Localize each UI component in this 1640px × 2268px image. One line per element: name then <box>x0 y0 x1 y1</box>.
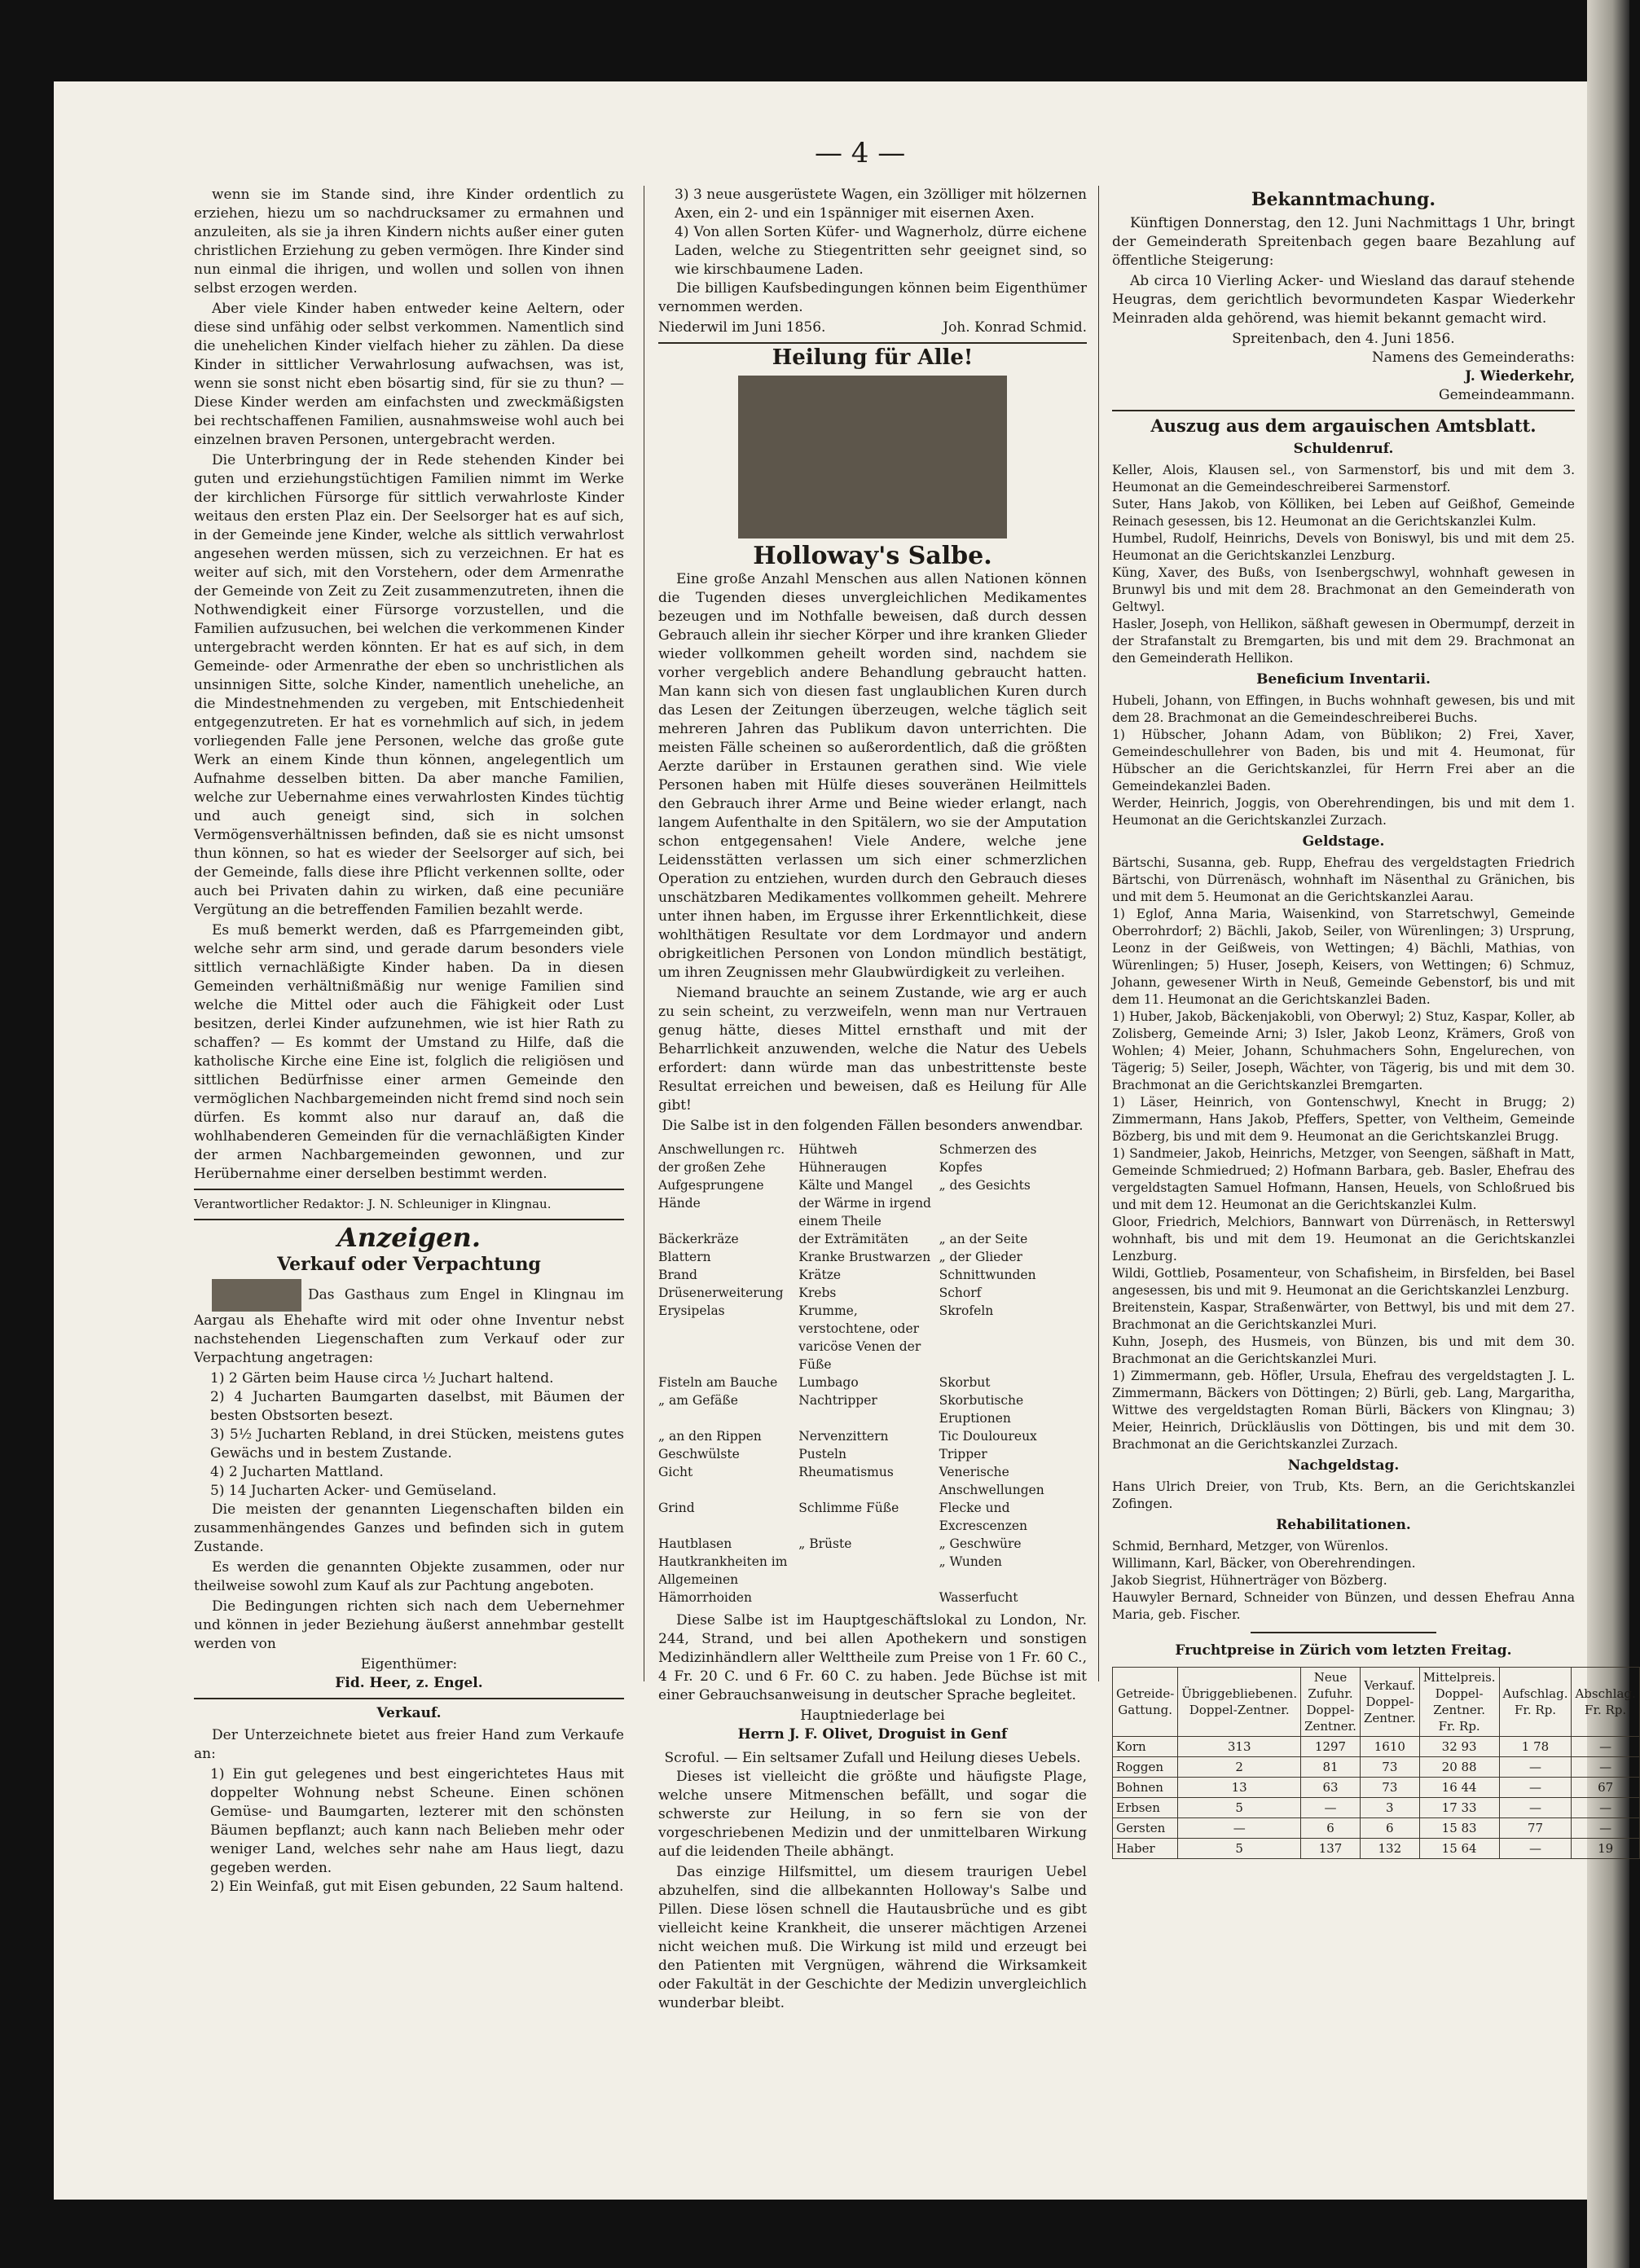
notice-entry: Wildi, Gottlieb, Posamenteur, von Schafisheim, in Birsfelden, bei Basel angesessen, bis und mit 9. Heumonat an die Gerichtskanzlei Lenzburg. <box>1112 1266 1575 1298</box>
use-entry: „ Brüste <box>798 1536 852 1551</box>
notice-entry: Hasler, Joseph, von Hellikon, säßhaft gewesen in Obermumpf, derzeit in der Strafanstalt zu Bremgarten, bis und mit dem 29. Brachmonat an den Gemeinderath Hellikon. <box>1112 617 1575 666</box>
use-entry: Anschwellungen rc. <box>658 1142 785 1157</box>
column-2 <box>658 186 1087 2015</box>
table-cell: 77 <box>1499 1818 1572 1839</box>
use-entry: Schnittwunden <box>939 1268 1036 1282</box>
use-entry: Kopfes <box>939 1160 983 1175</box>
engraving-illustration <box>738 376 1007 538</box>
use-entry: Aufgesprungene Hände <box>658 1178 764 1211</box>
ad-paragraph: Niemand brauchte an seinem Zustande, wie arg er auch zu sein scheint, zu verzweifeln, wenn man nur Vertrauen genug hätte, dieses Mittel ernsthaft und mit der Beharrlichkeit anzuwenden, welche die Natur des Uebels erfordert: dann würde man das unbestrittenste beste Resultat erreichen und beweisen, daß es Heilung für Alle gibt! <box>658 985 1087 1114</box>
bek-sign3: Gemeindeammann. <box>1439 387 1575 403</box>
use-entry: Geschwülste <box>658 1447 740 1461</box>
use-entry: Skorbutische Eruptionen <box>939 1393 1024 1426</box>
use-entry: „ des Gesichts <box>939 1178 1031 1193</box>
use-entry: Rheumatismus <box>798 1465 894 1479</box>
ad-items <box>194 1369 624 1501</box>
use-entry: Krumme, verstochtene, oder varicöse Venen der Füße <box>798 1303 921 1372</box>
notice-entry: 1) Zimmermann, geb. Höfler, Ursula, Ehefrau des vergeldstagten J. L. Zimmermann, Bäckers von Döttingen; 2) Bürli, geb. Lang, Margaritha, Wittwe des vergeldstagten Roman Bürli, Bäckers von Klingnau; 3) Meier, Heinrich, Drückläuslis von Döttingen, bis und mit dem 30. Brachmonat an die Gerichtskanzlei Zurzach. <box>1112 1369 1575 1452</box>
table-cell: 67 <box>1572 1778 1639 1798</box>
use-entry: Hämorrhoiden <box>658 1590 752 1605</box>
table-cell: 17 33 <box>1419 1798 1499 1818</box>
use-entry: Fisteln am Bauche <box>658 1375 778 1390</box>
section-anzeigen: Anzeigen. <box>337 1222 481 1253</box>
ad-item: 1) 2 Gärten beim Hause circa ½ Juchart haltend. <box>210 1370 554 1387</box>
ad-item: 5) 14 Jucharten Acker- und Gemüseland. <box>210 1483 497 1499</box>
table-cell: — <box>1499 1839 1572 1859</box>
house-illustration <box>212 1279 301 1312</box>
scrofula-body <box>658 1768 1087 2013</box>
table-header-cell: Abschlag. Fr. Rp. <box>1572 1668 1639 1737</box>
ad2-intro: Der Unterzeichnete bietet aus freier Hand zum Verkaufe an: <box>194 1727 624 1762</box>
use-entry: Flecke und Excrescenzen <box>939 1501 1028 1533</box>
use-entry: Hautkrankheiten im Allgemeinen <box>658 1554 788 1587</box>
table-cell: Erbsen <box>1113 1798 1178 1818</box>
table-cell: 15 83 <box>1419 1818 1499 1839</box>
nachgeldstag-list <box>1112 1479 1575 1513</box>
use-entry: Lumbago <box>798 1375 859 1390</box>
notice-entry: Bärtschi, Susanna, geb. Rupp, Ehefrau des vergeldstagten Friedrich Bärtschi, von Dürrenäsch, wohnhaft im Näsenthal zu Gränichen, bis und mit dem 5. Heumonat an die Gerichtskanzlei Aarau. <box>1112 855 1575 904</box>
table-cell: 6 <box>1360 1818 1419 1839</box>
table-cell: 313 <box>1178 1737 1301 1757</box>
use-entry <box>798 1553 934 1589</box>
table-cell: 2 <box>1178 1757 1301 1778</box>
notice-entry: 1) Läser, Heinrich, von Gontenschwyl, Knecht in Brugg; 2) Zimmermann, Hans Jakob, Pfeffers, Spetter, von Veltheim, Gemeinde Bözberg, bis und mit dem 9. Heumonat an die Gerichtskanzlei Brugg. <box>1112 1095 1575 1144</box>
table-cell: Gersten <box>1113 1818 1178 1839</box>
table-cell: Bohnen <box>1113 1778 1178 1798</box>
notice-entry: Gloor, Friedrich, Melchiors, Bannwart von Dürrenäsch, in Retterswyl wohnhaft, bis und mit dem 19. Heumonat an die Gerichtskanzlei Lenzburg. <box>1112 1215 1575 1264</box>
table-cell: — <box>1301 1798 1361 1818</box>
table-cell: — <box>1499 1798 1572 1818</box>
salbe-headline: Holloway's Salbe. <box>753 542 992 570</box>
use-entry: Schlimme Füße <box>798 1501 899 1515</box>
ad-paragraph: Es werden die genannten Objekte zusammen, oder nur theilweise sowohl zum Kauf als zur Pachtung angeboten. <box>194 1559 624 1594</box>
use-entry: Hühtweh <box>798 1142 858 1157</box>
table-cell: 73 <box>1360 1778 1419 1798</box>
fruchtpreise-title: Fruchtpreise in Zürich vom letzten Freitag. <box>1175 1642 1512 1659</box>
ad-paragraph: Die meisten der genannten Liegenschaften bilden ein zusammenhängendes Ganzes und befinden sich in gutem Zustande. <box>194 1501 624 1555</box>
uses-heading: Die Salbe ist in den folgenden Fällen besonders anwendbar. <box>662 1118 1084 1134</box>
ad2-items <box>194 1765 624 1897</box>
ad-item: 3) 5½ Jucharten Rebland, in drei Stücken, meistens gutes Gewächs und in bestem Zustande. <box>210 1426 624 1461</box>
use-entry: Pusteln <box>798 1447 846 1461</box>
table-cell: 32 93 <box>1419 1737 1499 1757</box>
uses-list <box>658 1141 1087 1606</box>
table-header-cell: Aufschlag. Fr. Rp. <box>1499 1668 1572 1737</box>
ad-paragraph: Eine große Anzahl Menschen aus allen Nationen können die Tugenden dieses unvergleichlichen Medikamentes bezeugen und im Nothfalle beweisen, daß durch dessen Gebrauch allein ihr siecher Körper und ihre kranken Glieder wieder vollkommen geheilt worden sind, nachdem sie vorher vergeblich andere Behandlung gebraucht hatten. Man kann sich von diesen fast unglaublichen Kuren durch das Lesen der Zeitungen überzeugen, welche täglich seit mehreren Jahren das Publikum davon unterrichten. Die meisten Fälle scheinen so außerordentlich, daß die größten Aerzte darüber in Erstaunen gerathen sind. Wie viele Personen haben mit Hülfe dieses souveränen Heilmittels den Gebrauch ihrer Arme und Beine wieder erlangt, nach langem Aufenthalte in den Spitälern, wo sie der Amputation schon entgegensahen! Viele Andere, welche jene Leidensstätten verlassen um sich einer schmerzlichen Operation zu entziehen, wurden durch den Gebrauch dieses unschätzbaren Medikamentes vollkommen geheilt. Mehrere unter ihnen haben, im Ergusse ihrer Erkenntlichkeit, diese wohlthätigen Resultate vor dem Lordmayor und andern obrigkeitlichen Personen von London mündlich bestätigt, um ihren Zeugnissen mehr Glaubwürdigkeit zu verleihen. <box>658 571 1087 981</box>
ad-paragraphs <box>194 1501 624 1654</box>
article-paragraph: Aber viele Kinder haben entweder keine Aeltern, oder diese sind unfähig oder selbst verkommen. Namentlich sind die unehelichen Kinder vielfach hieher zu zählen. Da diese Kinder in sittlicher Verwahrlosung aufwachsen, was ist, wenn sie sonst nicht eben bösartig sind, für sie zu thun? — Diese Kinder werden am einfachsten und zweckmäßigsten bei rechtschaffenen Familien, ausnahmsweise wohl auch bei einzelnen braven Personen, untergebracht werden. <box>194 301 624 448</box>
table-cell: 1297 <box>1301 1737 1361 1757</box>
use-entry: der großen Zehe <box>658 1160 766 1175</box>
use-entry: „ der Glieder <box>939 1250 1022 1264</box>
table-cell: — <box>1572 1737 1639 1757</box>
article-paragraph: Die Unterbringung der in Rede stehenden Kinder bei guten und erziehungstüchtigen Familien nimmt im Werke der kirchlichen Fürsorge für sittlich verwahrloste Kinder weitaus den ersten Plaz ein. Der Seelsorger hat es auf sich, in der Gemeinde jene Kinder, welche als sittlich verwahrlost angesehen werden müssen, sich zu verzeichnen. Er hat es weiter auf sich, mit den Vorstehern, oder dem Armenrathe der Gemeinde von Zeit zu Zeit zusammenzutreten, ihnen die Nothwendigkeit einer Fürsorge vorzustellen, und die Familien aufzusuchen, bei welchen die verkommenen Kinder untergebracht werden könnten. Er hat es auf sich, in dem Gemeinde- oder Armenrathe der eben so unchristlichen als unsinnigen Sitte, solche Kinder, namentlich uneheliche, an die Mindestnehmenden zu vergeben, mit Entschiedenheit entgegenzutreten. Er hat es vornehmlich auf sich, in jedem vorliegenden Falle jene Personen, welche das große gute Werk an einem Kinde thun können, angelegentlich um Aufnahme desselben bitten. Da aber manche Familien, welche zur Uebernahme eines verwahrlosten Kindes tüchtig und auch geneigt sind, sich in solchen Vermögensverhältnissen befinden, daß sie es nicht umsonst thun können, so hat es wieder der Seelsorger auf sich, bei der Gemeinde, falls diese ihre Pflicht verkennen sollte, oder auch bei Privaten dahin zu wirken, daß eine pecuniäre Vergütung an die betreffenden Familien bezahlt werde. <box>194 452 624 918</box>
table-cell: — <box>1572 1798 1639 1818</box>
table-row <box>1113 1778 1640 1798</box>
table-cell: 73 <box>1360 1757 1419 1778</box>
rehabilitationen-list <box>1112 1538 1575 1624</box>
use-entry: Blattern <box>658 1250 711 1264</box>
table-cell: — <box>1572 1818 1639 1839</box>
geldstage-list <box>1112 855 1575 1453</box>
use-entry: Kranke Brustwarzen <box>798 1250 931 1264</box>
depot: Herrn J. F. Olivet, Droguist in Genf <box>737 1726 1008 1743</box>
ad-item: 2) 4 Jucharten Baumgarten daselbst, mit Bäumen der besten Obstsorten besezt. <box>210 1389 624 1424</box>
use-entry: Drüsenerweiterung <box>658 1286 784 1300</box>
bek-sign2: J. Wiederkehr, <box>1465 368 1575 385</box>
table-cell: 6 <box>1301 1818 1361 1839</box>
bek-date: Spreitenbach, den 4. Juni 1856. <box>1232 331 1455 347</box>
table-cell: 19 <box>1572 1839 1639 1859</box>
terms-text: Die billigen Kaufsbedingungen können beim Eigenthümer vernommen werden. <box>658 280 1087 315</box>
table-cell: 15 64 <box>1419 1839 1499 1859</box>
table-cell: 81 <box>1301 1757 1361 1778</box>
sec-nachgeldstag: Nachgeldstag. <box>1287 1457 1400 1474</box>
use-entry: Brand <box>658 1268 697 1282</box>
use-entry: „ an der Seite <box>939 1232 1028 1246</box>
use-entry: Grind <box>658 1501 695 1515</box>
ad-title: Verkauf oder Verpachtung <box>277 1254 541 1275</box>
beneficium-list <box>1112 692 1575 829</box>
use-entry: Skrofeln <box>939 1303 994 1318</box>
use-entry: der Exträmitäten <box>798 1232 909 1246</box>
ad-item: 2) Ein Weinfaß, gut mit Eisen gebunden, 22 Saum haltend. <box>210 1879 624 1895</box>
bek-paragraph: Künftigen Donnerstag, den 12. Juni Nachmittags 1 Uhr, bringt der Gemeinderath Spreitenbach gegen baare Bezahlung auf öffentliche Steigerung: <box>1112 215 1575 269</box>
use-entry: Hühneraugen <box>798 1160 887 1175</box>
bekanntmachung-body <box>1112 214 1575 328</box>
ad2-title: Verkauf. <box>376 1705 442 1721</box>
use-entry: Gicht <box>658 1465 693 1479</box>
use-entry: Krätze <box>798 1268 842 1282</box>
use-entry: Schorf <box>939 1286 982 1300</box>
column-1 <box>194 186 624 1897</box>
sec-schuldenruf: Schuldenruf. <box>1293 441 1394 457</box>
notice-entry: Jakob Siegrist, Hühnerträger von Bözberg. <box>1112 1573 1387 1588</box>
owner-label: Eigenthümer: <box>360 1656 458 1672</box>
notice-entry: Kuhn, Joseph, des Husmeis, von Bünzen, bis und mit dem 30. Brachmonat an die Gerichtskanzlei Muri. <box>1112 1334 1575 1366</box>
fruchtpreise-table <box>1112 1667 1640 1859</box>
ad-item: 4) 2 Jucharten Mattland. <box>210 1464 384 1480</box>
heilung-headline: Heilung für Alle! <box>772 345 974 370</box>
use-entry: Kälte und Mangel der Wärme in irgend einem Theile <box>798 1178 931 1228</box>
page-edge <box>1587 0 1629 2268</box>
notice-entry: Küng, Xaver, des Bußs, von Isenbergschwyl, wohnhaft gewesen in Brunwyl bis und mit dem 28. Brachmonat an den Gemeinderath von Geltwyl. <box>1112 565 1575 614</box>
use-entry: „ Wunden <box>939 1554 1002 1569</box>
use-entry: Nervenzittern <box>798 1429 889 1444</box>
table-cell: — <box>1178 1818 1301 1839</box>
table-row <box>1113 1818 1640 1839</box>
table-cell: — <box>1572 1757 1639 1778</box>
sec-beneficium: Beneficium Inventarii. <box>1256 671 1431 688</box>
table-cell: 1 78 <box>1499 1737 1572 1757</box>
table-cell: 20 88 <box>1419 1757 1499 1778</box>
place-date: Niederwil im Juni 1856. <box>658 319 826 336</box>
scrofula-heading: Scroful. — Ein seltsamer Zufall und Heilung dieses Uebels. <box>664 1750 1081 1766</box>
signer: Joh. Konrad Schmid. <box>943 319 1087 336</box>
bek-sign1: Namens des Gemeinderaths: <box>1372 349 1575 366</box>
use-entry: Krebs <box>798 1286 837 1300</box>
notice-entry: Breitenstein, Kaspar, Straßenwärter, von Bettwyl, bis und mit dem 27. Brachmonat an die Gerichtskanzlei Muri. <box>1112 1300 1575 1332</box>
ad-item: 3) 3 neue ausgerüstete Wagen, ein 3zölliger mit hölzernen Axen, ein 2- und ein 1spänniger mit eisernen Axen. <box>675 187 1087 222</box>
use-entry: „ am Gefäße <box>658 1393 738 1408</box>
table-row <box>1113 1737 1640 1757</box>
table-cell: Roggen <box>1113 1757 1178 1778</box>
column-3 <box>1112 186 1636 1859</box>
use-entry: Nachtripper <box>798 1393 877 1408</box>
use-entry: Tripper <box>939 1447 987 1461</box>
article-paragraph: wenn sie im Stande sind, ihre Kinder ordentlich zu erziehen, hiezu um so nachdrucksamer zu ermahnen und anzuleiten, als sie ja ihren Kindern nichts außer einer guten christlichen Erziehung zu geben vermögen. Ihre Kinder sind nun einmal die ihrigen, und wollen und sollen von ihnen selbst erzogen werden. <box>194 187 624 297</box>
scrofula-paragraph: Dieses ist vielleicht die größte und häufigste Plage, welche unsere Mitmenschen befällt, und sogar die schwerste zur Heilung, in so fern sie von der vorgeschriebenen Medizin und der unmittelbaren Wirkung auf die leidenden Theile abhängt. <box>658 1769 1087 1860</box>
notice-entry: 1) Sandmeier, Jakob, Heinrichs, Metzger, von Seengen, säßhaft in Matt, Gemeinde Schmiedrued; 2) Hofmann Barbara, geb. Basler, Ehefrau des vergeldstagten Samuel Hofmann, Hansen, Heuels, von Schloßrued bis und mit dem 12. Heumonat an die Gerichtskanzlei Kulm. <box>1112 1146 1575 1212</box>
depot-label: Hauptniederlage bei <box>800 1708 945 1724</box>
ad-paragraph: Die Bedingungen richten sich nach dem Uebernehmer und können in jeder Beziehung äußerst annehmbar gestellt werden von <box>194 1598 624 1652</box>
table-cell: — <box>1499 1757 1572 1778</box>
use-entry: „ Geschwüre <box>939 1536 1022 1551</box>
notice-entry: Keller, Alois, Klausen sel., von Sarmenstorf, bis und mit dem 3. Heumonat an die Gemeindeschreiberei Sarmenstorf. <box>1112 463 1575 494</box>
notice-entry: Hans Ulrich Dreier, von Trub, Kts. Bern, an die Gerichtskanzlei Zofingen. <box>1112 1479 1575 1511</box>
use-entry: „ an den Rippen <box>658 1429 762 1444</box>
notice-entry: 1) Huber, Jakob, Bäckenjakobli, von Oberwyl; 2) Stuz, Kaspar, Koller, ab Zolisberg, Gemeinde Arni; 3) Isler, Jakob Leonz, Krämers, Groß von Wohlen; 4) Meier, Johann, Schuhmachers Sohn, Engelurechen, von Tägerig; 5) Seiler, Joseph, Wächter, von Tägerig, bis und mit dem 30. Brachmonat an die Gerichtskanzlei Bremgarten. <box>1112 1009 1575 1092</box>
ad-intro: Das Gasthaus zum Engel in Klingnau im Aargau als Ehehafte wird mit oder ohne Inventur nebst nachstehenden Liegenschaften zum Verkauf oder zur Verpachtung angetragen: <box>194 1286 624 1366</box>
sale-para: Diese Salbe ist im Hauptgeschäftslokal zu London, Nr. 244, Strand, und bei allen Apothekern und sonstigen Medizinhändlern aller Welttheile zum Preise von 1 Fr. 60 C., 4 Fr. 20 C. und 6 Fr. 60 C. zu haben. Jede Büchse ist mit einer Gebrauchsanweisung in deutscher Sprache begleitet. <box>658 1612 1087 1703</box>
use-entry: Hautblasen <box>658 1536 732 1551</box>
table-header-cell: Mittelpreis. Doppel-Zentner. Fr. Rp. <box>1419 1668 1499 1737</box>
use-entry: Tic Douloureux <box>939 1429 1037 1444</box>
notice-entry: Willimann, Karl, Bäcker, von Oberehrendingen. <box>1112 1556 1416 1571</box>
table-cell: 5 <box>1178 1798 1301 1818</box>
use-entry: Venerische Anschwellungen <box>939 1465 1044 1497</box>
sec-geldstage: Geldstage. <box>1302 833 1385 850</box>
table-cell: 3 <box>1360 1798 1419 1818</box>
table-header-cell: Getreide-Gattung. <box>1113 1668 1178 1737</box>
article-body <box>194 186 624 1184</box>
page-number: — 4 — <box>815 137 906 169</box>
use-entry: Wasserfucht <box>939 1590 1018 1605</box>
table-header-cell: Übriggebliebenen. Doppel-Zentner. <box>1178 1668 1301 1737</box>
use-entry: Bäckerkräze <box>658 1232 739 1246</box>
notice-entry: Hubeli, Johann, von Effingen, in Buchs wohnhaft gewesen, bis und mit dem 28. Brachmonat an die Gemeindeschreiberei Buchs. <box>1112 693 1575 725</box>
ad-item: 1) Ein gut gelegenes und best eingerichtetes Haus mit doppelter Wohnung nebst Scheune. Einen schönen Gemüse- und Baumgarten, lezterer mit den schönsten Bäumen bepflanzt; auch kann nach Belieben mehr oder weniger Land, welches sehr nahe am Haus liegt, dazu gegeben werden. <box>210 1766 624 1876</box>
notice-entry: Hauwyler Bernard, Schneider von Bünzen, und dessen Ehefrau Anna Maria, geb. Fischer. <box>1112 1590 1575 1622</box>
owner-name: Fid. Heer, z. Engel. <box>335 1675 483 1691</box>
notice-entry: Schmid, Bernhard, Metzger, von Würenlos. <box>1112 1539 1389 1554</box>
column-rule <box>1098 186 1099 1681</box>
scrofula-paragraph: Das einzige Hilfsmittel, um diesem traurigen Uebel abzuhelfen, sind die allbekannten Holloway's Salbe und Pillen. Diese lösen schnell die Hautausbrüche und es gibt vielleicht keine Krankheit, die unserer mächtigen Arzenei nicht weichen muß. Die Wirkung ist mild und erzeugt bei den Patienten mit Vergnügen, während die Wirksamkeit oder Fakultät in der Geschichte der Medizin unvergleichlich wunderbar bleibt. <box>658 1864 1087 2011</box>
notice-entry: Humbel, Rudolf, Heinrichs, Devels von Boniswyl, bis und mit dem 25. Heumonat an die Gerichtskanzlei Lenzburg. <box>1112 531 1575 563</box>
notice-entry: 1) Eglof, Anna Maria, Waisenkind, von Starretschwyl, Gemeinde Oberrohrdorf; 2) Bächli, Jakob, Seiler, von Würenlingen; 3) Ursprung, Leonz in der Geißweis, von Wettingen; 4) Bächli, Mathias, von Würenlingen; 5) Huser, Joseph, Keisers, von Wettingen; 6) Schmuz, Johann, gewesener Wirth in Neuß, Gemeinde Gebenstorf, bis und mit dem 11. Heumonat an die Gerichtskanzlei Baden. <box>1112 907 1575 1007</box>
sec-rehabilitationen: Rehabilitationen. <box>1276 1517 1411 1533</box>
table-cell: 63 <box>1301 1778 1361 1798</box>
use-entry: Erysipelas <box>658 1303 725 1318</box>
table-cell: — <box>1499 1778 1572 1798</box>
table-cell: 137 <box>1301 1839 1361 1859</box>
table-row <box>1113 1839 1640 1859</box>
table-cell: 13 <box>1178 1778 1301 1798</box>
notice-entry: Werder, Heinrich, Joggis, von Oberehrendingen, bis und mit dem 1. Heumonat an die Gerichtskanzlei Zurzach. <box>1112 796 1575 828</box>
table-cell: Haber <box>1113 1839 1178 1859</box>
use-entry: Skorbut <box>939 1375 991 1390</box>
auszug-title: Auszug aus dem argauischen Amtsblatt. <box>1150 415 1537 436</box>
table-header-cell: Verkauf. Doppel-Zentner. <box>1360 1668 1419 1737</box>
editor-line: Verantwortlicher Redaktor: J. N. Schleuniger in Klingnau. <box>194 1197 552 1211</box>
bekanntmachung-title: Bekanntmachung. <box>1251 189 1436 210</box>
table-cell: 132 <box>1360 1839 1419 1859</box>
table-header-cell: Neue Zufuhr. Doppel-Zentner. <box>1301 1668 1361 1737</box>
use-entry <box>798 1589 934 1606</box>
table-row <box>1113 1798 1640 1818</box>
table-row <box>1113 1757 1640 1778</box>
table-cell: 16 44 <box>1419 1778 1499 1798</box>
ad-body <box>658 570 1087 1115</box>
notice-entry: 1) Hübscher, Johann Adam, von Büblikon; 2) Frei, Xaver, Gemeindeschullehrer von Baden, bis und mit 4. Heumonat, für Hübscher an die Gerichtskanzlei, für Herrn Frei aber an die Gemeindekanzlei Baden. <box>1112 727 1575 793</box>
article-paragraph: Es muß bemerkt werden, daß es Pfarrgemeinden gibt, welche sehr arm sind, und gerade darum besonders viele sittlich vernachläßigte Kinder haben. Da in diesen Gemeinden verhältnißmäßig nur wenige Familien sind welche die Mittel oder auch die Fähigkeit oder Lust besitzen, derlei Kinder aufzunehmen, wie ist hier Rath zu schaffen? — Es kommt der Umstand zu Hilfe, daß die katholische Kirche eine Eine ist, folglich die religiösen und sittlichen Bedürfnisse einer armen Gemeinde den vermöglichen Nachbargemeinden nicht fremd sind noch sein dürfen. Es kommt also nur darauf an, daß die wohlhabenderen Gemeinden für die vernachläßigten Kinder der armen Nachbargemeinden gewonnen, und zur Herübernahme einer derselben bestimmt werden. <box>194 922 624 1182</box>
schuldenruf-list <box>1112 462 1575 667</box>
table-cell: 5 <box>1178 1839 1301 1859</box>
use-entry: Schmerzen des <box>939 1142 1037 1157</box>
bek-paragraph: Ab circa 10 Vierling Acker- und Wiesland das darauf stehende Heugras, dem gerichtlich bevormundeten Kaspar Wiederkehr Meinraden alda gehörend, was hiemit bekannt gemacht wird. <box>1112 273 1575 327</box>
table-cell: 1610 <box>1360 1737 1419 1757</box>
ad-items-continued <box>658 186 1087 279</box>
ad-item: 4) Von allen Sorten Küfer- und Wagnerholz, dürre eichene Laden, welche zu Stiegentritten sehr geeignet sind, so wie kirschbaumene Laden. <box>675 224 1087 278</box>
table-cell: Korn <box>1113 1737 1178 1757</box>
notice-entry: Suter, Hans Jakob, von Kölliken, bei Leben auf Geißhof, Gemeinde Reinach gesessen, bis 12. Heumonat an die Gerichtskanzlei Kulm. <box>1112 497 1575 529</box>
